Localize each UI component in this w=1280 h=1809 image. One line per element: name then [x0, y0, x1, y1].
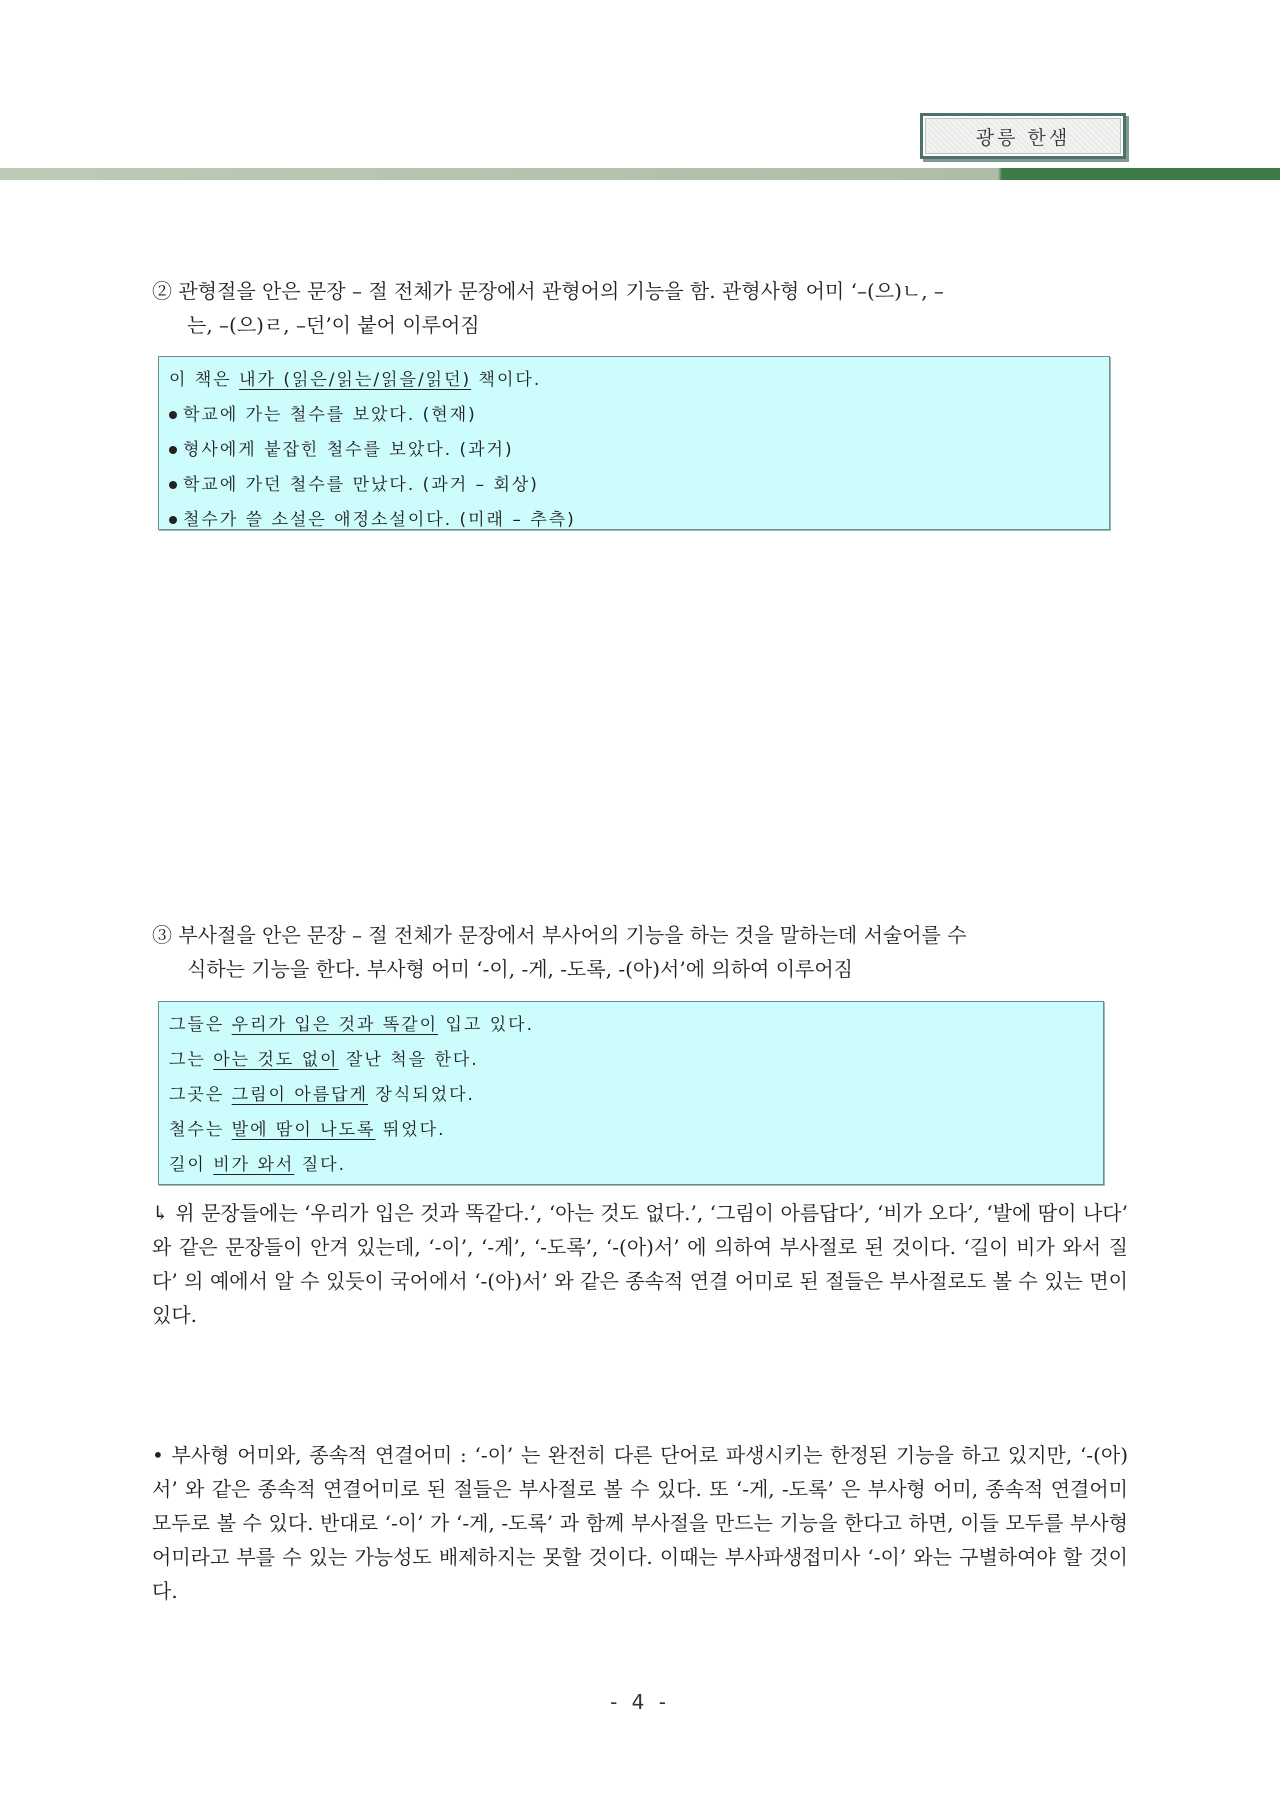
adverbial-ending-paragraph: • 부사형 어미와, 종속적 연결어미 : ‘-이’ 는 완전히 다른 단어로 파생시키는 한정된 기능을 하고 있지만, ‘-(아)서’ 와 같은 종속적 연결어미로 된 절들은 부사절로 볼 수 있다. 또 ‘-게, -도록’ 은 부사형 어미, 종속적 연결어미 모두로 볼 수 있다. 반대로 ‘-이’ 가 ‘-게, -도록’ 과 함께 부사절을 만드는 기능을 한다고 하면, 이들 모두를 부사형 어미라고 부를 수 있는 가능성도 배제하지는 못할 것이다. 이때는 부사파생접미사 ‘-이’ 와는 구별하여야 할 것이다.: [152, 1443, 1128, 1603]
page-number: - 4 -: [610, 1690, 670, 1714]
example-text: 장식되었다.: [368, 1085, 475, 1105]
section3-heading-line1: ③ 부사절을 안은 문장 – 절 전체가 문장에서 부사어의 기능을 하는 것을 말하는데 서술어를 수: [152, 923, 967, 947]
example-text: 입고 있다.: [438, 1015, 535, 1035]
example-underlined-clause: 비가 와서: [213, 1155, 295, 1175]
example-text: 철수는: [169, 1120, 232, 1140]
example-text: 책이다.: [471, 370, 542, 390]
section2-heading-line2: 는, –(으)ㄹ, –던’이 붙어 이루어짐: [187, 313, 480, 337]
example-bullet-text: 철수가 쓸 소설은 애정소설이다. (미래 – 추측): [183, 510, 576, 530]
bullet-icon: [169, 411, 177, 419]
example-row: [169, 1078, 1093, 1113]
example-bullet-item: [169, 398, 1099, 433]
bullet-icon: [169, 481, 177, 489]
section3-note-paragraph: ↳ 위 문장들에는 ‘우리가 입은 것과 똑같다.’, ‘아는 것도 없다.’, ‘그림이 아름답다’, ‘비가 오다’, ‘발에 땀이 나다’ 와 같은 문장들이 안겨 있는데, ‘-이’, ‘-게’, ‘-도록’, ‘-(아)서’ 에 의하여 부사절로 된 것이다. ‘길이 비가 와서 질다’ 의 예에서 알 수 있듯이 국어에서 ‘-(아)서’ 와 같은 종속적 연결 어미로 된 절들은 부사절로도 볼 수 있는 면이 있다.: [152, 1201, 1128, 1327]
example-row: [169, 1113, 1093, 1148]
example-text: 잘난 척을 한다.: [338, 1050, 479, 1070]
section3-heading: [152, 918, 1130, 986]
bullet-icon: [169, 446, 177, 454]
example-underlined-clause: 그림이 아름답게: [231, 1085, 369, 1105]
example-text: 그는: [169, 1050, 214, 1070]
example-bullet-text: 형사에게 붙잡힌 철수를 보았다. (과거): [183, 440, 514, 460]
section3-heading-line2: 식하는 기능을 한다. 부사형 어미 ‘-이, -게, -도록, -(아)서’에 의하여 이루어짐: [187, 957, 853, 981]
example-row: [169, 363, 1099, 398]
example-text: 그곳은: [169, 1085, 232, 1105]
section3-example-box: [158, 1001, 1104, 1185]
example-text: 뛰었다.: [375, 1120, 446, 1140]
bullet-icon: [169, 516, 177, 524]
example-row: [169, 1043, 1093, 1078]
example-text: 이 책은: [169, 370, 240, 390]
header-badge-text: 광릉 한샘: [975, 126, 1071, 149]
example-underlined-clause: 아는 것도 없이: [213, 1050, 339, 1070]
section2-example-box: [158, 356, 1110, 530]
example-bullet-item: [169, 433, 1099, 468]
example-bullet-item: [169, 503, 1099, 538]
example-row: [169, 1008, 1093, 1043]
example-bullet-text: 학교에 가던 철수를 만났다. (과거 – 회상): [183, 475, 539, 495]
example-text: 그들은: [169, 1015, 232, 1035]
header-badge: [920, 113, 1126, 159]
section2-heading-line1: ② 관형절을 안은 문장 – 절 전체가 문장에서 관형어의 기능을 함. 관형사형 어미 ‘–(으)ㄴ, –: [152, 279, 944, 303]
example-text: 질다.: [294, 1155, 346, 1175]
section2-heading: [152, 274, 1130, 342]
example-bullet-text: 학교에 가는 철수를 보았다. (현재): [183, 405, 477, 425]
example-row: [169, 1148, 1093, 1183]
header-divider-bar: [0, 168, 1280, 180]
example-underlined-clause: 우리가 입은 것과 똑같이: [231, 1015, 439, 1035]
example-bullet-item: [169, 468, 1099, 503]
example-underlined-clause: 내가 (읽은/읽는/읽을/읽던): [239, 370, 472, 390]
example-underlined-clause: 발에 땀이 나도록: [231, 1120, 376, 1140]
example-text: 길이: [169, 1155, 214, 1175]
